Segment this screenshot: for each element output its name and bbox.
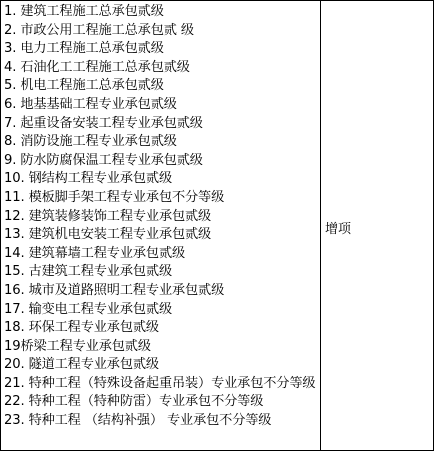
list-item: 10. 钢结构工程专业承包贰级 (4, 171, 172, 187)
list-item: 9. 防水防腐保温工程专业承包贰级 (4, 152, 203, 168)
list-item: 6. 地基基础工程专业承包贰级 (4, 96, 177, 112)
list-item: 12. 建筑装修装饰工程专业承包贰级 (4, 208, 212, 224)
list-item: 22. 特种工程（特种防雷）专业承包不分等级 (4, 394, 264, 410)
list-item: 16. 城市及道路照明工程专业承包贰级 (4, 282, 225, 298)
list-item: 17. 输变电工程专业承包贰级 (4, 301, 172, 317)
list-item: 14. 建筑幕墙工程专业承包贰级 (4, 245, 186, 261)
category-label: 增项 (325, 222, 352, 237)
list-item: 18. 环保工程专业承包贰级 (4, 320, 159, 336)
list-item: 21. 特种工程（特殊设备起重吊装）专业承包不分等级 (4, 375, 316, 391)
category-cell (321, 1, 433, 450)
qualification-list (1, 1, 320, 431)
list-item: 20. 隧道工程专业承包贰级 (4, 357, 159, 373)
list-item: 11. 模板脚手架工程专业承包不分等级 (4, 189, 225, 205)
list-item: 1. 建筑工程施工总承包贰级 (4, 4, 164, 19)
list-item: 3. 电力工程施工总承包贰级 (4, 41, 164, 57)
list-item: 2. 市政公用工程施工总承包贰 级 (4, 22, 194, 38)
list-item: 19桥梁工程专业承包贰级 (4, 338, 151, 354)
list-item: 13. 建筑机电安装工程专业承包贰级 (4, 227, 212, 243)
qualification-list-cell (1, 1, 321, 450)
list-item: 5. 机电工程施工总承包贰级 (4, 78, 164, 94)
list-item: 4. 石油化工工程施工总承包贰级 (4, 59, 190, 75)
list-item: 15. 古建筑工程专业承包贰级 (4, 264, 172, 280)
list-item: 8. 消防设施工程专业承包贰级 (4, 134, 177, 150)
list-item: 23. 特种工程 （结构补强） 专业承包不分等级 (4, 413, 272, 429)
list-item: 7. 起重设备安装工程专业承包贰级 (4, 115, 203, 131)
